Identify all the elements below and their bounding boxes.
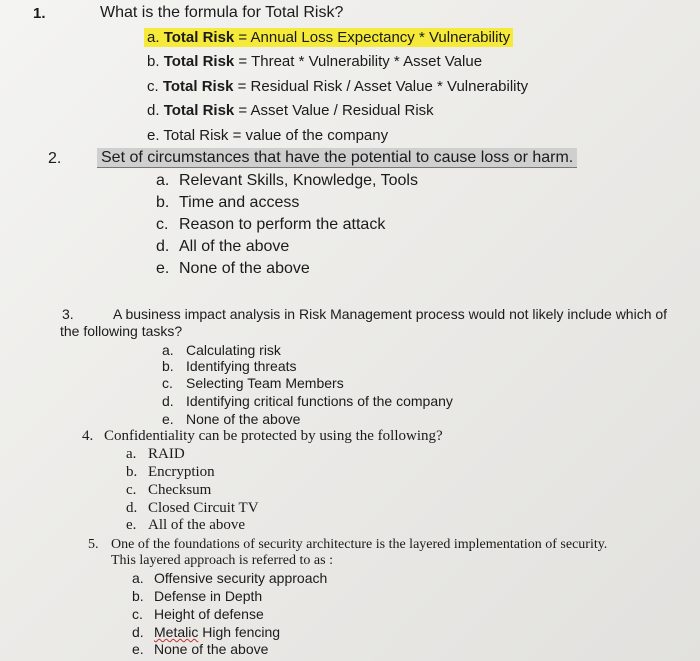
q3-number: 3. (62, 306, 74, 322)
q2-option-b: Time and access (179, 194, 300, 211)
q4-option-e: All of the above (148, 517, 246, 533)
q1-option-c: c. Total Risk = Residual Risk / Asset Value * Vulnerability (147, 78, 529, 95)
q4-option-d-letter: d. (126, 500, 138, 516)
q1-option-e: e. Total Risk = value of the company (147, 127, 389, 144)
q5-option-c-letter: c. (132, 606, 143, 622)
q5-question-line2: This layered approach is referred to as : (111, 553, 333, 568)
q5-number: 5. (88, 537, 99, 552)
q5-option-c: Height of defense (154, 606, 264, 622)
q4-option-c-letter: c. (126, 482, 137, 498)
q3-option-e: None of the above (186, 411, 301, 427)
q4-option-a: RAID (148, 446, 185, 462)
q4-question: Confidentiality can be protected by using the following? (104, 428, 443, 444)
q1-option-a: a. Total Risk = Annual Loss Expectancy * Vulnerability (144, 29, 513, 46)
q4-number: 4. (82, 428, 94, 444)
q5-option-e-letter: e. (132, 641, 144, 657)
q3-option-a: Calculating risk (186, 342, 281, 358)
q2-option-d-letter: d. (156, 238, 170, 255)
q3-option-c-letter: c. (162, 375, 173, 391)
q4-option-b-letter: b. (126, 464, 138, 480)
q4-option-b: Encryption (148, 464, 215, 480)
q5-option-d-letter: d. (132, 624, 144, 640)
q2-number: 2. (48, 150, 62, 167)
q5-option-b-letter: b. (132, 588, 144, 604)
q2-option-c: Reason to perform the attack (179, 216, 386, 233)
q3-option-e-letter: e. (162, 411, 174, 427)
q1-number: 1. (33, 5, 46, 22)
q5-question-line1: One of the foundations of security architecture is the layered implementation of security. (111, 537, 608, 552)
q4-option-e-letter: e. (126, 517, 137, 533)
q3-option-b: Identifying threats (186, 358, 297, 374)
q5-option-b: Defense in Depth (154, 588, 263, 604)
q2-option-e: None of the above (179, 260, 310, 277)
q5-option-a: Offensive security approach (154, 570, 328, 586)
q2-option-a-letter: a. (156, 172, 170, 189)
q2-option-b-letter: b. (156, 194, 170, 211)
q5-option-a-letter: a. (132, 570, 144, 586)
q3-option-b-letter: b. (162, 358, 174, 374)
q2-option-c-letter: c. (156, 216, 169, 233)
q3-question-line2: the following tasks? (60, 323, 183, 339)
q1-question: What is the formula for Total Risk? (100, 4, 344, 21)
q2-question: Set of circumstances that have the potential to cause loss or harm. (97, 149, 577, 167)
q3-option-d-letter: d. (162, 393, 174, 409)
q4-option-d: Closed Circuit TV (148, 500, 259, 516)
q5-option-e: None of the above (154, 641, 269, 657)
q3-option-d: Identifying critical functions of the company (186, 393, 453, 409)
q1-option-b: b. Total Risk = Threat * Vulnerability * Asset Value (147, 53, 483, 70)
q4-option-c: Checksum (148, 482, 212, 498)
q3-option-a-letter: a. (162, 342, 174, 358)
q2-option-a: Relevant Skills, Knowledge, Tools (179, 172, 418, 189)
q2-option-d: All of the above (179, 238, 290, 255)
q3-option-c: Selecting Team Members (186, 375, 344, 391)
q1-option-d: d. Total Risk = Asset Value / Residual Risk (147, 102, 434, 119)
q2-option-e-letter: e. (156, 260, 170, 277)
q4-option-a-letter: a. (126, 446, 137, 462)
q3-question-line1: A business impact analysis in Risk Management process would not likely include which of (113, 306, 668, 322)
q5-option-d: Metalic High fencing (154, 624, 281, 640)
